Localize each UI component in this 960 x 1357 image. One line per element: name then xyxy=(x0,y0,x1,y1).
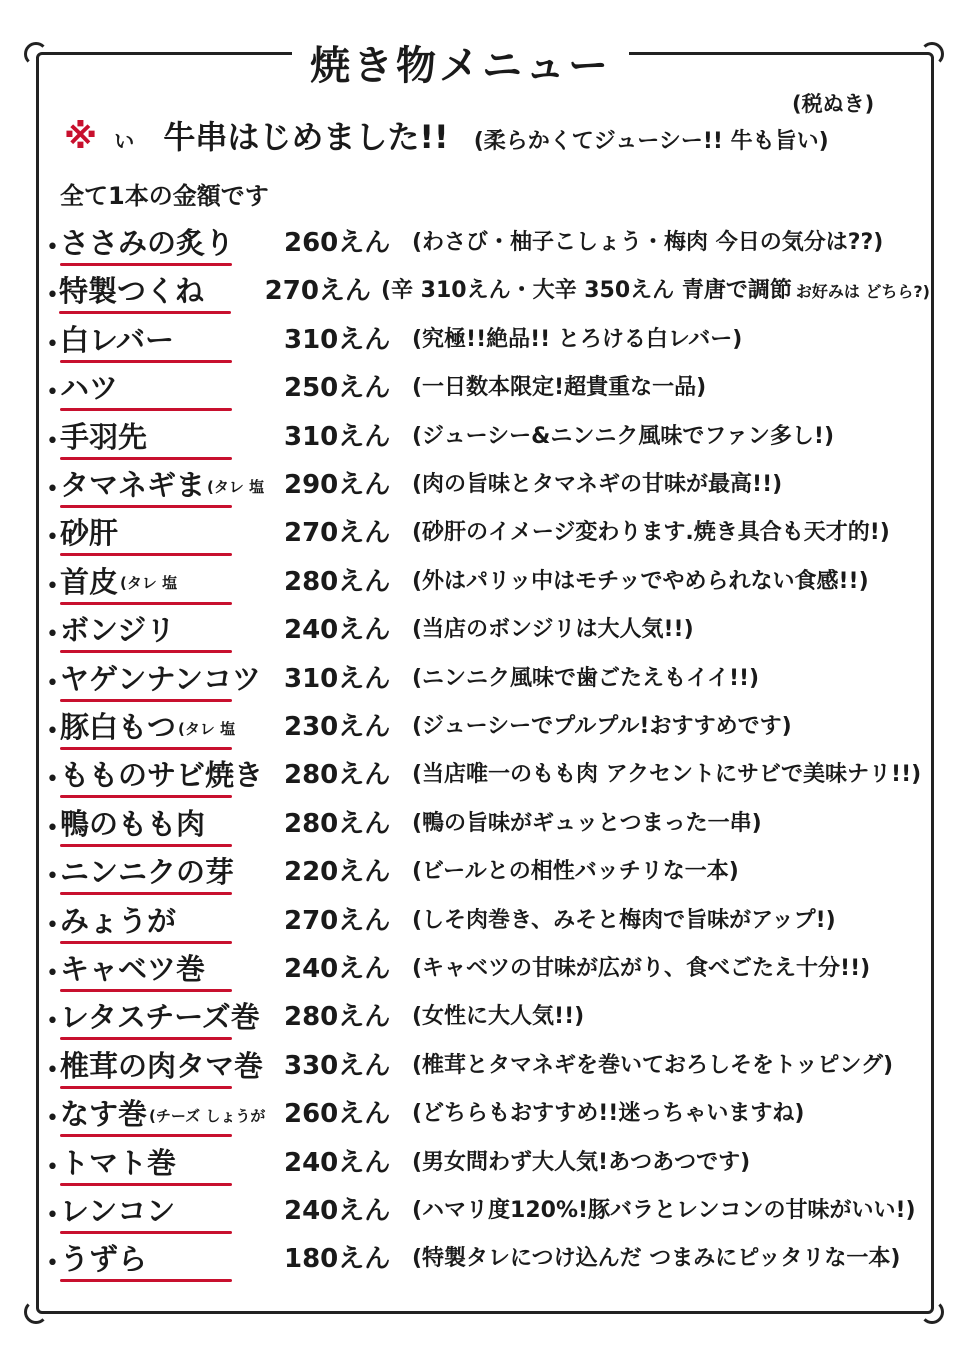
menu-item xyxy=(46,555,930,601)
menu-item-description xyxy=(412,950,930,988)
menu-item-name-text: 手羽先 xyxy=(60,419,148,454)
menu-item-price: 310えん xyxy=(284,324,391,355)
bullet-icon: • xyxy=(46,1251,59,1277)
menu-item xyxy=(46,506,930,552)
notice-text: 牛串はじめました!! xyxy=(163,118,449,156)
menu-item xyxy=(46,216,930,262)
menu-item-name-text: キャベツ巻 xyxy=(60,952,206,986)
menu-item-description xyxy=(412,611,930,649)
menu-item-name xyxy=(60,1144,260,1182)
menu-item-description-text: (ニンニク風味で歯ごたえもイイ!!) xyxy=(412,665,760,691)
menu-item-description xyxy=(412,756,930,794)
menu-item-description-text: (どちらもおすすめ!!迷っちゃいますね) xyxy=(412,1101,805,1127)
menu-item-name-text: もものサビ焼き xyxy=(60,758,264,793)
menu-item-description xyxy=(412,1192,930,1230)
menu-item-price: 270えん xyxy=(264,276,371,307)
menu-item-name xyxy=(60,660,260,698)
menu-item-description xyxy=(412,1047,930,1085)
menu-item-description-text: (ジューシー&ニンニク風味でファン多し!) xyxy=(412,423,835,449)
menu-item-name-text: ヤゲンナンコツ xyxy=(60,661,261,696)
menu-item-description-text: (当店唯一のもも肉 アクセントにサビで美味ナリ!!) xyxy=(412,762,922,788)
menu-item-price: 240えん xyxy=(284,954,391,984)
menu-item xyxy=(46,845,930,891)
menu-item-name xyxy=(60,1047,264,1085)
menu-item-description-text: (ジューシーでプルプル!おすすめです) xyxy=(412,714,792,739)
menu-item-description-text: (キャベツの甘味が広がり、食べごたえ十分!!) xyxy=(412,956,871,981)
notice-note: (柔らかくてジューシー!! 牛も旨い) xyxy=(473,129,829,154)
menu-item-price: 180えん xyxy=(284,1244,391,1275)
menu-item-name-text: トマト巻 xyxy=(60,1145,177,1180)
bullet-icon: • xyxy=(46,1057,59,1083)
menu-item-name-text: みょうが xyxy=(60,903,177,938)
bullet-icon: • xyxy=(46,573,59,599)
menu-item-name xyxy=(60,321,260,359)
menu-item-name xyxy=(60,708,260,746)
bullet-icon: • xyxy=(46,331,59,357)
bullet-icon: • xyxy=(46,961,59,986)
new-item-notice xyxy=(64,112,829,158)
menu-item-price: 270えん xyxy=(284,518,391,549)
menu-item-description-text: (椎茸とタマネギを巻いておろしそをトッピング) xyxy=(412,1052,894,1078)
bullet-icon: • xyxy=(46,670,59,696)
menu-item xyxy=(46,410,930,456)
menu-item-name xyxy=(60,563,260,601)
menu-item-name xyxy=(60,902,260,940)
menu-item-description-extra: お好みは どちら?) xyxy=(795,281,930,301)
menu-item-price: 280えん xyxy=(284,808,391,839)
menu-item xyxy=(46,361,930,407)
menu-item xyxy=(46,700,930,746)
menu-item-price: 280えん xyxy=(284,1002,391,1033)
bullet-icon: • xyxy=(46,1009,59,1035)
corner-curl-top-left xyxy=(24,42,48,66)
menu-item-description xyxy=(412,708,930,746)
menu-item-description xyxy=(412,853,930,891)
menu-item-description xyxy=(412,1240,930,1278)
menu-item-description-text: (男女問わず大人気!あつあつです) xyxy=(412,1149,751,1175)
menu-item-description-text: (特製タレにつけ込んだ つまみにピッタリな一本) xyxy=(412,1246,901,1272)
menu-item xyxy=(46,603,930,649)
corner-curl-top-right xyxy=(920,42,944,66)
bullet-icon: • xyxy=(46,767,59,793)
menu-item-description xyxy=(412,1144,930,1182)
menu-item-price: 230えん xyxy=(284,712,391,742)
menu-item-description xyxy=(412,1095,930,1133)
menu-item-name-text: ハツ xyxy=(60,371,119,406)
menu-title: 焼き物メニュー xyxy=(292,34,629,91)
price-basis-note: 全て1本の金額です xyxy=(60,182,269,210)
menu-item xyxy=(46,1087,930,1133)
bullet-icon: • xyxy=(46,864,59,890)
bullet-icon: • xyxy=(46,1106,59,1132)
menu-item xyxy=(46,652,930,698)
menu-item xyxy=(46,264,930,310)
corner-curl-bottom-left xyxy=(24,1300,48,1324)
bullet-icon: • xyxy=(46,428,59,454)
notice-prefix: い xyxy=(114,129,135,153)
menu-item-name xyxy=(60,853,260,891)
menu-item-name-text: ボンジリ xyxy=(60,613,176,648)
menu-item-name xyxy=(60,466,265,504)
menu-item-name xyxy=(60,756,264,794)
menu-item-name xyxy=(60,1192,260,1230)
menu-item-name-text: 首皮 xyxy=(60,564,119,599)
menu-item-description xyxy=(412,224,930,262)
menu-item-name-text: レタスチーズ巻 xyxy=(60,1000,260,1035)
menu-item-description xyxy=(412,466,930,504)
menu-item-option: (タレ 塩 xyxy=(207,477,265,496)
menu-item-name xyxy=(60,224,260,262)
menu-item-name-text: 椎茸の肉タマ巻 xyxy=(60,1048,264,1083)
menu-item-description-text: (究極!!絶品!! とろける白レバー) xyxy=(412,326,743,352)
menu-item-description-text: (当店のボンジリは大人気!!) xyxy=(412,617,694,643)
menu-item-name xyxy=(59,272,241,310)
menu-item-description-text: (肉の旨味とタマネギの甘味が最高!!) xyxy=(412,472,783,497)
menu-item-name-text: なす巻 xyxy=(60,1097,148,1132)
menu-item-price: 310えん xyxy=(284,663,391,694)
menu-item-name-text: ニンニクの芽 xyxy=(60,855,235,890)
menu-item-name-text: 鴨のもも肉 xyxy=(60,806,206,841)
menu-item-name-text: うずら xyxy=(60,1242,148,1277)
menu-item-description xyxy=(412,418,930,456)
menu-item-name-text: ささみの炙り xyxy=(60,226,235,260)
menu-item-name-text: タマネギま xyxy=(60,468,206,502)
menu-item-description xyxy=(412,369,930,407)
menu-item-option: (タレ 塩 xyxy=(120,574,178,593)
menu-item xyxy=(46,1136,930,1182)
menu-item-description-text: (ハマリ度120%!豚バラとレンコンの甘味がいい!) xyxy=(412,1198,916,1223)
menu-item xyxy=(46,1039,930,1085)
menu-item-price: 330えん xyxy=(284,1050,391,1081)
menu-item-description xyxy=(412,805,930,843)
menu-item-price: 270えん xyxy=(284,905,391,936)
menu-item-name xyxy=(60,950,260,988)
menu-item xyxy=(46,990,930,1036)
menu-item xyxy=(46,797,930,843)
menu-item-name-text: 特製つくね xyxy=(58,274,204,309)
menu-item-description-text: (砂肝のイメージ変わります.焼き具合も天才的!) xyxy=(412,520,890,546)
menu-item-name-text: 砂肝 xyxy=(60,516,119,551)
menu-item-description xyxy=(412,998,930,1036)
bullet-icon: • xyxy=(46,235,59,260)
menu-item-price: 310えん xyxy=(284,421,391,452)
menu-item-name xyxy=(60,1095,266,1133)
menu-item-name-text: 白レバー xyxy=(60,322,174,357)
menu-item-description-text: (一日数本限定!超貴重な一品) xyxy=(412,375,707,401)
menu-item-name xyxy=(60,514,260,552)
asterisk-mark-icon: ※ xyxy=(64,117,98,157)
menu-item-name xyxy=(60,998,260,1036)
menu-item-price: 260えん xyxy=(284,228,391,258)
menu-item-description xyxy=(412,563,930,601)
menu-item-price: 240えん xyxy=(284,1196,391,1226)
menu-item xyxy=(46,1232,930,1278)
menu-item-description xyxy=(412,902,930,940)
menu-item-name xyxy=(60,418,260,456)
bullet-icon: • xyxy=(46,283,59,309)
tax-note: (税ぬき) xyxy=(792,92,875,116)
bullet-icon: • xyxy=(46,622,59,648)
menu-item-price: 240えん xyxy=(284,615,391,646)
menu-item-description-text: (しそ肉巻き、みそと梅肉で旨味がアップ!) xyxy=(412,907,836,933)
menu-item-description xyxy=(412,321,930,359)
menu-item-price: 260えん xyxy=(284,1099,391,1130)
menu-item-price: 290えん xyxy=(284,470,391,500)
corner-curl-bottom-right xyxy=(920,1300,944,1324)
menu-item-description-text: (辛 310えん・大辛 350えん 青唐で調節 xyxy=(380,278,792,304)
bullet-icon: • xyxy=(46,380,59,406)
bullet-icon: • xyxy=(46,1154,59,1180)
menu-item-name xyxy=(60,611,260,649)
menu-item-description-text: (わさび・柚子こしょう・梅肉 今日の気分は??) xyxy=(412,230,884,255)
menu-item-price: 250えん xyxy=(284,373,391,404)
menu-item xyxy=(46,894,930,940)
menu-item-description xyxy=(381,272,930,310)
menu-item-description xyxy=(412,514,930,552)
bullet-icon: • xyxy=(46,912,59,938)
menu-item xyxy=(46,313,930,359)
menu-item xyxy=(46,458,930,504)
menu-item-name xyxy=(60,1240,260,1278)
menu-item-option: (タレ 塩 xyxy=(178,719,236,738)
menu-item-name-text: 豚白もつ xyxy=(60,710,177,744)
menu-item-price: 280えん xyxy=(284,760,391,791)
bullet-icon: • xyxy=(46,719,59,744)
menu-item xyxy=(46,1184,930,1230)
menu-item-description-text: (女性に大人気!!) xyxy=(412,1004,585,1030)
bullet-icon: • xyxy=(46,477,59,502)
menu-item-price: 280えん xyxy=(284,566,391,597)
menu-item xyxy=(46,748,930,794)
menu-item-price: 220えん xyxy=(284,857,391,888)
menu-item-description-text: (外はパリッ中はモチッでやめられない食感!!) xyxy=(412,568,869,594)
menu-item-description xyxy=(412,660,930,698)
bullet-icon: • xyxy=(46,525,59,551)
menu-item-name xyxy=(60,805,260,843)
menu-item-description-text: (鴨の旨味がギュッとつまった一串) xyxy=(412,810,762,836)
menu-item-description-text: (ビールとの相性バッチリな一本) xyxy=(412,859,739,885)
menu-item-option: (チーズ しょうが xyxy=(149,1106,266,1125)
bullet-icon: • xyxy=(46,1203,59,1228)
menu-item-price: 240えん xyxy=(284,1147,391,1178)
menu-item xyxy=(46,942,930,988)
bullet-icon: • xyxy=(46,815,59,841)
menu-item-name xyxy=(60,369,260,407)
menu-item-name-text: レンコン xyxy=(60,1194,176,1228)
